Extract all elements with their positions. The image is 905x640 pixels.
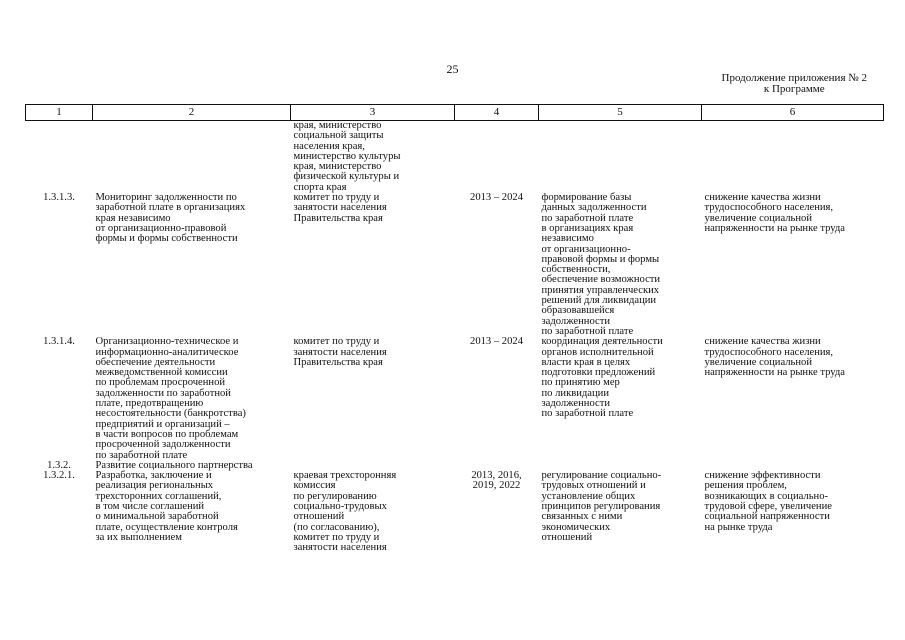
row-result: регулирование социально- трудовых отношений и установление общих принципов регулирования связанных с ними экономических отношений [541, 470, 662, 543]
row-number: 1.3.2.1. [43, 470, 75, 482]
row-executor: краевая трехсторонняя комиссия по регулированию социально-трудовых отношений (по согласованию), комитет по труду и занятости населения [293, 470, 397, 554]
row-number: 1.3.1.4. [43, 336, 75, 348]
page-number: 25 [446, 62, 459, 76]
row-consequence: снижение качества жизни трудоспособного населения, увеличение социальной напряженности на рынке труда [704, 192, 845, 234]
row-executor: комитет по труду и занятости населения Правительства края [293, 336, 387, 368]
row-consequence: снижение эффективности решения проблем, возникающих в социально- трудовой сфере, увеличение социальной напряженности на рынке труда [704, 470, 832, 533]
row-result: координация деятельности органов исполнительной власти края в целях подготовки предложений по принятию мер по ликвидации задолженности по заработной плате [541, 336, 663, 420]
header-col-6: 6 [702, 105, 884, 121]
header-col-1: 1 [26, 105, 93, 121]
table-row [26, 471, 884, 553]
table-row [26, 193, 884, 337]
table-header-row [26, 105, 884, 121]
row-number: 1.3.1.3. [43, 192, 75, 204]
table-row-continuation [26, 121, 884, 194]
program-table [25, 104, 884, 553]
row-years: 2013 – 2024 [470, 192, 523, 204]
row-name: Разработка, заключение и реализация региональных трехсторонних соглашений, в том числе соглашений о минимальной заработной плате, осуществление контроля за их выполнением [95, 470, 238, 543]
table-row [26, 337, 884, 461]
row-years: 2013, 2016, 2019, 2022 [471, 470, 522, 492]
section-number: 1.3.2. [47, 459, 71, 471]
row-name: Мониторинг задолженности по заработной плате в организациях края независимо от организационно-правовой формы и формы собственности [95, 192, 246, 245]
row-result: формирование базы данных задолженности по заработной плате в организациях края независимо от организационно- правовой формы и формы собственности, обеспечение возможности принятия управленческих решений для ликвидации образовавшейся задолженности по заработной плате [541, 192, 661, 337]
row-consequence: снижение качества жизни трудоспособного населения, увеличение социальной напряженности на рынке труда [704, 336, 845, 379]
appendix-line-1: Продолжение приложения № 2 [721, 72, 867, 84]
row-years: 2013 – 2024 [470, 336, 523, 348]
header-col-5: 5 [539, 105, 702, 121]
header-col-2: 2 [93, 105, 291, 121]
section-title: Развитие социального партнерства [95, 459, 253, 471]
header-col-4: 4 [455, 105, 539, 121]
appendix-caption [722, 73, 867, 95]
continuation-executor: края, министерство социальной защиты населения края, министерство культуры края, министерство физической культуры и спорта края [293, 120, 401, 193]
row-name: Организационно-техническое и информационно-аналитическое обеспечение деятельности межведомственной комиссии по проблемам просроченной задолженности по заработной плате, предотвращению несостоятельности (банкротства) предприятий и организаций – в части вопросов по проблемам просроченной задолженности по заработной плате [95, 336, 246, 461]
appendix-line-2: к Программе [763, 83, 825, 95]
header-col-3: 3 [291, 105, 455, 121]
row-executor: комитет по труду и занятости населения Правительства края [293, 192, 387, 224]
